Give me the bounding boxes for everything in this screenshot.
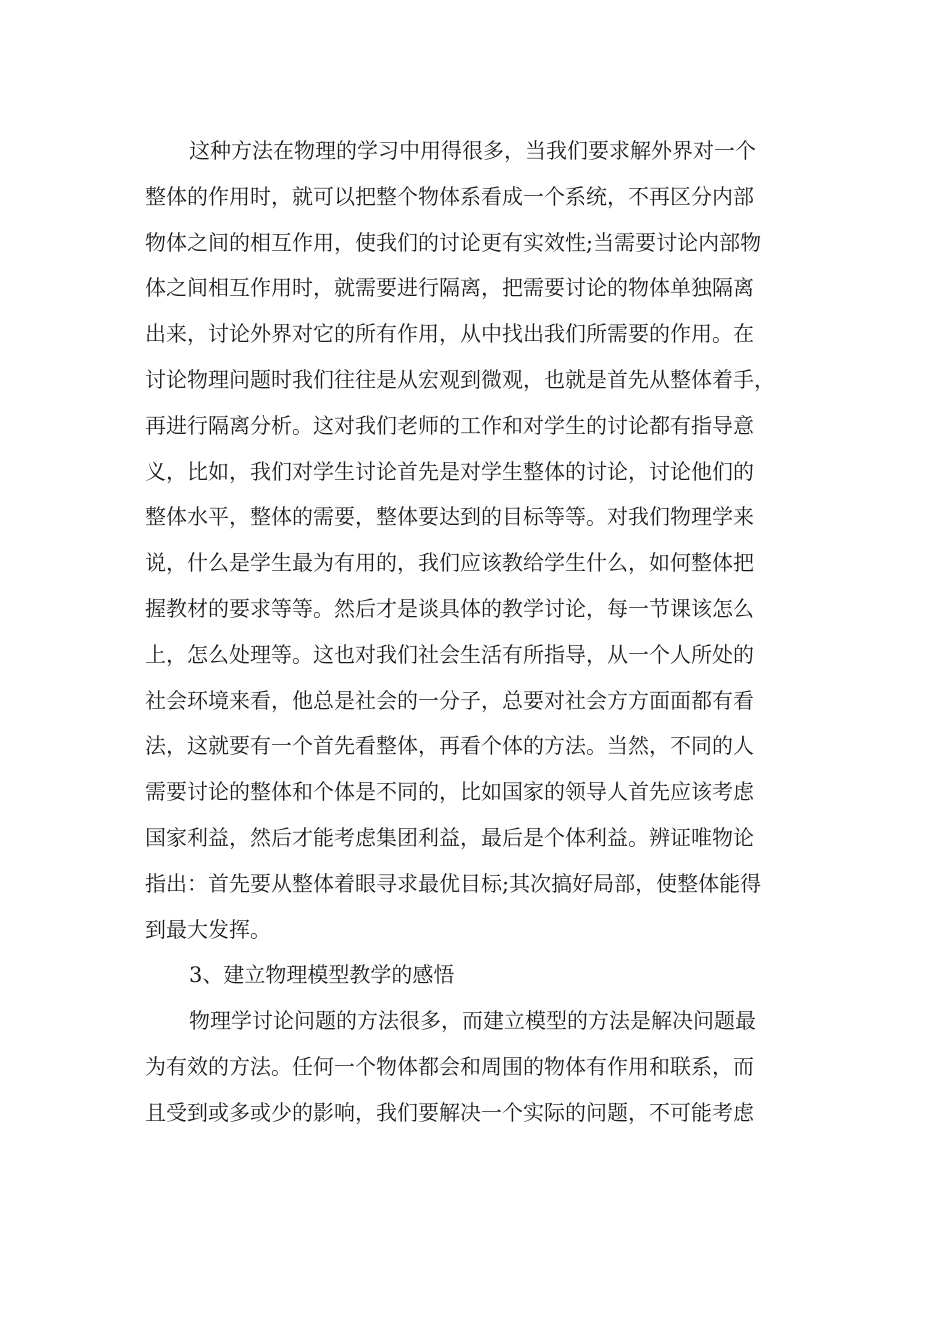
paragraph-line: 法，这就要有一个首先看整体，再看个体的方法。当然，不同的人 — [145, 734, 754, 759]
paragraph-line: 整体水平，整体的需要，整体要达到的目标等等。对我们物理学来 — [145, 505, 754, 530]
paragraph-line: 体之间相互作用时，就需要进行隔离，把需要讨论的物体单独隔离 — [145, 276, 754, 301]
paragraph-whole-and-isolation — [145, 129, 805, 953]
paragraph-line: 讨论物理问题时我们往往是从宏观到微观，也就是首先从整体着手， — [145, 367, 775, 392]
paragraph-line: 再进行隔离分析。这对我们老师的工作和对学生的讨论都有指导意 — [145, 413, 754, 438]
paragraph-line: 物体之间的相互作用，使我们的讨论更有实效性;当需要讨论内部物 — [145, 230, 762, 255]
paragraph-line: 到最大发挥。 — [145, 917, 271, 942]
paragraph-line: 握教材的要求等等。然后才是谈具体的教学讨论，每一节课该怎么 — [145, 596, 754, 621]
paragraph-line: 上，怎么处理等。这也对我们社会生活有所指导，从一个人所处的 — [145, 642, 754, 667]
paragraph-line: 说，什么是学生最为有用的，我们应该教给学生什么，如何整体把 — [145, 551, 754, 576]
paragraph-line: 义，比如，我们对学生讨论首先是对学生整体的讨论，讨论他们的 — [145, 459, 754, 484]
paragraph-line: 且受到或多或少的影响，我们要解决一个实际的问题，不可能考虑 — [145, 1100, 754, 1125]
paragraph-line: 物理学讨论问题的方法很多，而建立模型的方法是解决问题最 — [189, 1009, 756, 1034]
document-body — [145, 129, 805, 1137]
paragraph-physical-model — [145, 999, 805, 1136]
paragraph-line: 整体的作用时，就可以把整个物体系看成一个系统，不再区分内部 — [145, 184, 754, 209]
paragraph-line: 为有效的方法。任何一个物体都会和周围的物体有作用和联系，而 — [145, 1054, 754, 1079]
paragraph-line: 社会环境来看，他总是社会的一分子，总要对社会方方面面都有看 — [145, 688, 754, 713]
paragraph-line: 出来，讨论外界对它的所有作用，从中找出我们所需要的作用。在 — [145, 322, 754, 347]
paragraph-line: 需要讨论的整体和个体是不同的，比如国家的领导人首先应该考虑 — [145, 780, 754, 805]
section-heading: 3、建立物理模型教学的感悟 — [189, 963, 455, 988]
paragraph-line: 国家利益，然后才能考虑集团利益，最后是个体利益。辨证唯物论 — [145, 825, 754, 850]
paragraph-line: 这种方法在物理的学习中用得很多，当我们要求解外界对一个 — [189, 139, 756, 163]
paragraph-line: 指出：首先要从整体着眼寻求最优目标;其次搞好局部，使整体能得 — [145, 871, 762, 896]
